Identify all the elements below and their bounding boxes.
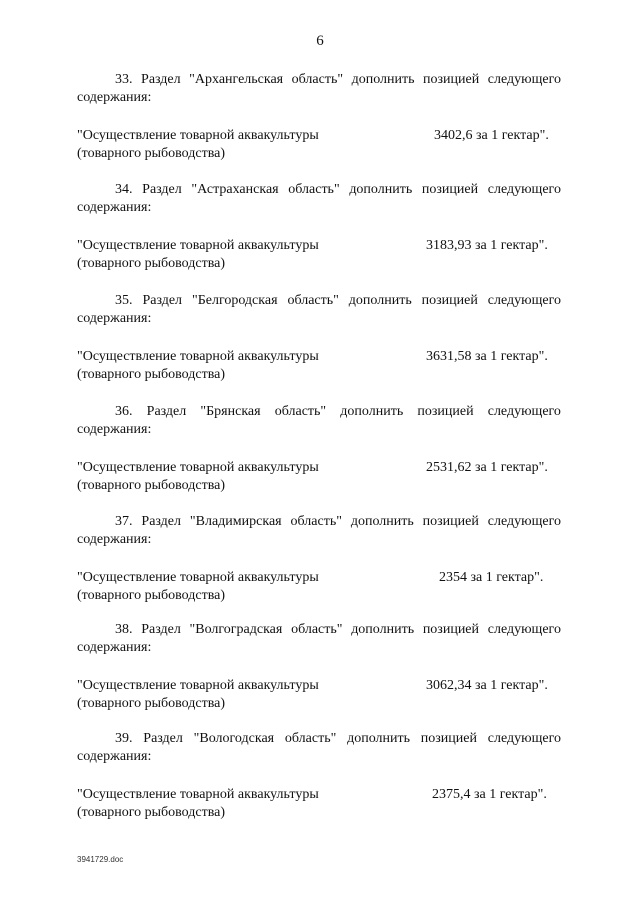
rate-value: 3402,6 за 1 гектар".: [434, 128, 549, 143]
heading-word: дополнить: [340, 404, 404, 419]
activity-description-cont: (товарного рыбоводства): [77, 146, 226, 161]
heading-word: 37.: [115, 514, 133, 529]
amendment-heading: [77, 403, 561, 439]
heading-word: позицией: [417, 404, 474, 419]
amendment-item-38: [77, 621, 561, 713]
heading-word: дополнить: [347, 731, 410, 746]
heading-word: "Владимирская: [189, 514, 282, 529]
position-entry: [77, 569, 561, 605]
heading-word: 36.: [115, 404, 133, 419]
rate-value: 3062,34 за 1 гектар".: [426, 678, 548, 693]
amendment-heading: [77, 71, 561, 107]
rate-value: 2531,62 за 1 гектар".: [426, 460, 548, 475]
heading-word: "Брянская: [200, 404, 261, 419]
heading-continuation: содержания:: [77, 532, 152, 547]
amendment-heading: [77, 621, 561, 657]
position-entry: [77, 348, 561, 384]
position-entry: [77, 127, 561, 163]
activity-description: "Осуществление товарной аквакультуры: [77, 678, 319, 693]
activity-description: "Осуществление товарной аквакультуры: [77, 349, 319, 364]
heading-continuation: содержания:: [77, 90, 152, 105]
activity-description-cont: (товарного рыбоводства): [77, 805, 226, 820]
heading-continuation: содержания:: [77, 640, 152, 655]
heading-word: 35.: [115, 293, 133, 308]
heading-word: дополнить: [349, 182, 413, 197]
heading-word: Раздел: [142, 182, 182, 197]
heading-word: Раздел: [142, 293, 183, 308]
activity-description: "Осуществление товарной аквакультуры: [77, 787, 319, 802]
heading-word: "Астраханская: [191, 182, 279, 197]
heading-word: Раздел: [141, 514, 182, 529]
amendment-item-33: [77, 71, 561, 163]
rate-value: 3631,58 за 1 гектар".: [426, 349, 548, 364]
heading-word: "Архангельская: [189, 72, 284, 87]
amendment-item-36: [77, 403, 561, 495]
heading-word: позицией: [420, 731, 477, 746]
activity-description-cont: (товарного рыбоводства): [77, 367, 226, 382]
heading-word: область": [291, 72, 344, 87]
file-name-footer: 3941729.doc: [77, 855, 124, 864]
heading-word: следующего: [487, 293, 561, 308]
heading-word: позицией: [423, 72, 480, 87]
heading-word: Раздел: [141, 622, 181, 637]
amendment-item-34: [77, 181, 561, 273]
heading-word: Раздел: [143, 731, 183, 746]
heading-word: следующего: [487, 622, 561, 637]
heading-word: "Вологодская: [193, 731, 275, 746]
activity-description: "Осуществление товарной аквакультуры: [77, 460, 319, 475]
heading-word: область": [274, 404, 327, 419]
activity-description: "Осуществление товарной аквакультуры: [77, 570, 319, 585]
activity-description-cont: (товарного рыбоводства): [77, 588, 226, 603]
amendment-heading: [77, 730, 561, 766]
amendment-heading: [77, 181, 561, 217]
heading-word: область": [291, 622, 343, 637]
amendment-heading: [77, 513, 561, 549]
rate-value: 2375,4 за 1 гектар".: [432, 787, 547, 802]
heading-word: область": [284, 731, 337, 746]
heading-word: позицией: [421, 293, 478, 308]
heading-word: следующего: [487, 182, 561, 197]
position-entry: [77, 677, 561, 713]
page-number: 6: [316, 33, 324, 49]
heading-word: позицией: [422, 514, 479, 529]
rate-value: 2354 за 1 гектар".: [439, 570, 544, 585]
heading-word: позицией: [421, 182, 479, 197]
amendment-item-39: [77, 730, 561, 822]
heading-word: дополнить: [350, 514, 414, 529]
heading-word: следующего: [487, 72, 561, 87]
position-entry: [77, 786, 561, 822]
heading-word: 38.: [115, 622, 133, 637]
heading-word: "Белгородская: [191, 293, 278, 308]
heading-word: Раздел: [146, 404, 187, 419]
rate-value: 3183,93 за 1 гектар".: [426, 238, 548, 253]
activity-description: "Осуществление товарной аквакультуры: [77, 128, 319, 143]
heading-word: область": [288, 182, 340, 197]
heading-word: дополнить: [348, 293, 412, 308]
heading-word: область": [290, 514, 342, 529]
position-entry: [77, 459, 561, 495]
activity-description-cont: (товарного рыбоводства): [77, 696, 226, 711]
heading-continuation: содержания:: [77, 749, 152, 764]
heading-word: 33.: [115, 72, 133, 87]
activity-description-cont: (товарного рыбоводства): [77, 478, 226, 493]
heading-word: следующего: [487, 514, 561, 529]
position-entry: [77, 237, 561, 273]
activity-description-cont: (товарного рыбоводства): [77, 256, 226, 271]
heading-word: "Волгоградская: [189, 622, 283, 637]
heading-word: 34.: [115, 182, 133, 197]
heading-word: следующего: [487, 731, 561, 746]
heading-word: Раздел: [141, 72, 181, 87]
activity-description: "Осуществление товарной аквакультуры: [77, 238, 319, 253]
heading-word: 39.: [115, 731, 133, 746]
heading-word: дополнить: [351, 622, 415, 637]
heading-word: область": [287, 293, 339, 308]
heading-word: дополнить: [351, 72, 415, 87]
amendment-item-35: [77, 292, 561, 384]
heading-word: позицией: [422, 622, 480, 637]
heading-continuation: содержания:: [77, 311, 152, 326]
amendment-heading: [77, 292, 561, 328]
amendment-item-37: [77, 513, 561, 605]
heading-word: следующего: [487, 404, 561, 419]
heading-continuation: содержания:: [77, 200, 152, 215]
heading-continuation: содержания:: [77, 422, 152, 437]
